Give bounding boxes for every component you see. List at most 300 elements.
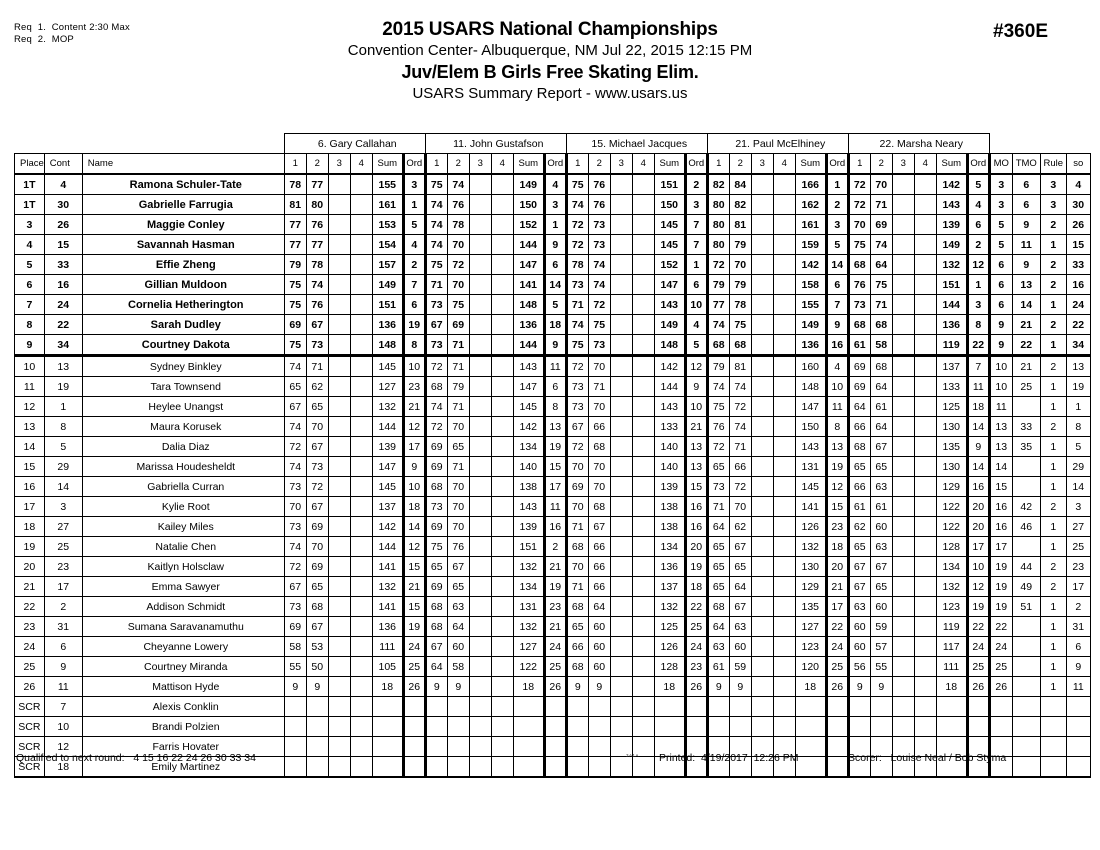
row-j5-score4 bbox=[914, 637, 936, 657]
row-j4-score2: 79 bbox=[729, 275, 751, 295]
column-header-j4-ord: Ord bbox=[826, 154, 848, 175]
row-j3-score1: 71 bbox=[566, 577, 588, 597]
table-row[interactable] bbox=[15, 697, 1091, 717]
row-j4-score2: 84 bbox=[729, 174, 751, 195]
column-header-j1-4: 4 bbox=[350, 154, 372, 175]
row-j2-sum: 132 bbox=[513, 617, 544, 637]
row-j2-sum: 131 bbox=[513, 597, 544, 617]
row-j5-score3 bbox=[892, 537, 914, 557]
row-mo: 5 bbox=[989, 235, 1012, 255]
table-row[interactable] bbox=[15, 477, 1091, 497]
row-rule: 3 bbox=[1040, 195, 1066, 215]
row-j5-score3 bbox=[892, 417, 914, 437]
row-j2-score3 bbox=[469, 597, 491, 617]
row-j5-score2: 59 bbox=[870, 617, 892, 637]
row-j1-score1: 81 bbox=[284, 195, 306, 215]
row-j4-score4 bbox=[773, 377, 795, 397]
table-row[interactable] bbox=[15, 557, 1091, 577]
row-j4-ord: 10 bbox=[826, 377, 848, 397]
row-j1-ord: 17 bbox=[403, 437, 425, 457]
row-j2-ord: 26 bbox=[544, 677, 566, 697]
row-j4-sum: 132 bbox=[795, 537, 826, 557]
row-j1-score3 bbox=[328, 397, 350, 417]
row-j2-score3 bbox=[469, 717, 491, 737]
row-rule: 2 bbox=[1040, 577, 1066, 597]
row-j2-score3 bbox=[469, 215, 491, 235]
row-j3-score4 bbox=[632, 235, 654, 255]
row-j5-score1: 62 bbox=[848, 517, 870, 537]
row-j5-score4 bbox=[914, 215, 936, 235]
requirement-2: Req 2. MOP bbox=[14, 34, 74, 45]
row-j4-score4 bbox=[773, 557, 795, 577]
row-j3-sum: 150 bbox=[654, 195, 685, 215]
row-j2-sum: 141 bbox=[513, 275, 544, 295]
row-so: 29 bbox=[1066, 457, 1090, 477]
row-j2-score3 bbox=[469, 497, 491, 517]
table-row[interactable] bbox=[15, 235, 1091, 255]
row-contestant-number: 22 bbox=[44, 315, 82, 335]
table-row[interactable] bbox=[15, 255, 1091, 275]
row-j1-score3 bbox=[328, 335, 350, 356]
row-j3-score2: 72 bbox=[588, 295, 610, 315]
row-j4-sum: 141 bbox=[795, 497, 826, 517]
row-j1-score4 bbox=[350, 617, 372, 637]
row-tmo: 21 bbox=[1012, 356, 1040, 377]
row-j4-score1: 82 bbox=[707, 174, 729, 195]
row-j1-score1: 79 bbox=[284, 255, 306, 275]
table-row[interactable] bbox=[15, 457, 1091, 477]
row-j4-score4 bbox=[773, 697, 795, 717]
row-j3-score3 bbox=[610, 335, 632, 356]
row-j5-score1: 72 bbox=[848, 174, 870, 195]
table-row[interactable] bbox=[15, 195, 1091, 215]
row-j3-ord: 7 bbox=[685, 235, 707, 255]
row-rule: 1 bbox=[1040, 457, 1066, 477]
row-j3-sum: 149 bbox=[654, 315, 685, 335]
row-j4-ord: 8 bbox=[826, 417, 848, 437]
row-j1-score2 bbox=[306, 697, 328, 717]
row-j5-score1: 69 bbox=[848, 377, 870, 397]
row-j5-score2: 68 bbox=[870, 356, 892, 377]
row-j1-score1: 9 bbox=[284, 677, 306, 697]
row-j3-score2: 76 bbox=[588, 174, 610, 195]
row-j2-score1: 75 bbox=[425, 174, 447, 195]
row-j5-score2: 57 bbox=[870, 637, 892, 657]
row-place: 9 bbox=[15, 335, 45, 356]
table-row[interactable] bbox=[15, 377, 1091, 397]
row-j1-sum: 147 bbox=[372, 457, 403, 477]
row-j1-score4 bbox=[350, 537, 372, 557]
row-j2-score2: 79 bbox=[447, 377, 469, 397]
row-j4-ord bbox=[826, 717, 848, 737]
row-j1-score2 bbox=[306, 717, 328, 737]
row-j2-ord: 2 bbox=[544, 537, 566, 557]
row-j2-sum bbox=[513, 717, 544, 737]
row-j5-score4 bbox=[914, 577, 936, 597]
row-j4-sum: 149 bbox=[795, 315, 826, 335]
row-j3-score4 bbox=[632, 335, 654, 356]
row-j3-score3 bbox=[610, 557, 632, 577]
row-contestant-number: 14 bbox=[44, 477, 82, 497]
row-j3-sum: 138 bbox=[654, 497, 685, 517]
table-row[interactable] bbox=[15, 174, 1091, 195]
row-j3-score2: 66 bbox=[588, 577, 610, 597]
row-j2-sum: 142 bbox=[513, 417, 544, 437]
row-j1-ord: 2 bbox=[403, 255, 425, 275]
row-j4-sum bbox=[795, 697, 826, 717]
row-j1-score4 bbox=[350, 417, 372, 437]
table-row[interactable] bbox=[15, 597, 1091, 617]
table-row[interactable] bbox=[15, 657, 1091, 677]
row-j3-score4 bbox=[632, 417, 654, 437]
column-header-j5-3: 3 bbox=[892, 154, 914, 175]
row-j1-score1: 73 bbox=[284, 477, 306, 497]
row-j3-sum: 152 bbox=[654, 255, 685, 275]
row-j3-score2: 66 bbox=[588, 537, 610, 557]
row-j3-score1: 73 bbox=[566, 275, 588, 295]
row-j4-ord: 12 bbox=[826, 477, 848, 497]
row-j2-score4 bbox=[491, 174, 513, 195]
row-j4-score3 bbox=[751, 637, 773, 657]
table-row[interactable] bbox=[15, 497, 1091, 517]
results-table bbox=[14, 133, 1091, 778]
row-j5-score3 bbox=[892, 235, 914, 255]
row-j1-score2: 67 bbox=[306, 617, 328, 637]
row-j2-score4 bbox=[491, 697, 513, 717]
row-place: 4 bbox=[15, 235, 45, 255]
row-j4-score2: 67 bbox=[729, 597, 751, 617]
row-j5-score2: 67 bbox=[870, 557, 892, 577]
row-j5-sum: 119 bbox=[936, 335, 967, 356]
row-j2-score2: 70 bbox=[447, 417, 469, 437]
row-so: 3 bbox=[1066, 497, 1090, 517]
row-j5-score2: 64 bbox=[870, 417, 892, 437]
table-row[interactable] bbox=[15, 617, 1091, 637]
row-j3-score1: 74 bbox=[566, 195, 588, 215]
row-j4-score2: 9 bbox=[729, 677, 751, 697]
row-j4-score3 bbox=[751, 597, 773, 617]
row-rule: 1 bbox=[1040, 397, 1066, 417]
row-j3-score1: 73 bbox=[566, 377, 588, 397]
row-j3-score1: 75 bbox=[566, 174, 588, 195]
row-j4-sum: 131 bbox=[795, 457, 826, 477]
row-j4-score4 bbox=[773, 457, 795, 477]
row-j4-ord: 5 bbox=[826, 235, 848, 255]
row-j5-score4 bbox=[914, 717, 936, 737]
row-j3-ord: 22 bbox=[685, 597, 707, 617]
row-j1-sum: 132 bbox=[372, 577, 403, 597]
row-j3-sum: 151 bbox=[654, 174, 685, 195]
row-j2-score4 bbox=[491, 557, 513, 577]
table-row[interactable] bbox=[15, 537, 1091, 557]
row-j2-ord: 21 bbox=[544, 617, 566, 637]
row-j2-score4 bbox=[491, 235, 513, 255]
table-row[interactable] bbox=[15, 637, 1091, 657]
row-j3-score4 bbox=[632, 195, 654, 215]
table-row[interactable] bbox=[15, 315, 1091, 335]
row-j5-score1: 66 bbox=[848, 417, 870, 437]
row-j4-sum: 135 bbox=[795, 597, 826, 617]
row-skater-name: Effie Zheng bbox=[82, 255, 284, 275]
column-header-j4-3: 3 bbox=[751, 154, 773, 175]
row-j4-score4 bbox=[773, 577, 795, 597]
row-j5-score3 bbox=[892, 195, 914, 215]
row-j4-score4 bbox=[773, 717, 795, 737]
row-j4-score1: 63 bbox=[707, 637, 729, 657]
row-rule: 1 bbox=[1040, 295, 1066, 315]
row-mo: 19 bbox=[989, 597, 1012, 617]
row-j2-sum: 144 bbox=[513, 335, 544, 356]
table-row[interactable] bbox=[15, 295, 1091, 315]
table-row[interactable] bbox=[15, 437, 1091, 457]
row-so: 23 bbox=[1066, 557, 1090, 577]
row-j2-sum bbox=[513, 697, 544, 717]
row-contestant-number: 29 bbox=[44, 457, 82, 477]
row-j3-score1: 66 bbox=[566, 637, 588, 657]
row-j2-sum: 134 bbox=[513, 437, 544, 457]
row-j2-sum: 140 bbox=[513, 457, 544, 477]
row-j3-score4 bbox=[632, 295, 654, 315]
row-j1-ord: 25 bbox=[403, 657, 425, 677]
row-skater-name: Gabrielle Farrugia bbox=[82, 195, 284, 215]
row-j1-score2: 77 bbox=[306, 174, 328, 195]
row-j3-sum: 137 bbox=[654, 577, 685, 597]
row-j1-score4 bbox=[350, 195, 372, 215]
row-rule: 1 bbox=[1040, 437, 1066, 457]
row-j5-ord: 3 bbox=[967, 295, 989, 315]
row-j5-ord: 17 bbox=[967, 537, 989, 557]
row-rule: 2 bbox=[1040, 315, 1066, 335]
row-j2-score4 bbox=[491, 417, 513, 437]
row-rule: 2 bbox=[1040, 557, 1066, 577]
table-row[interactable] bbox=[15, 356, 1091, 377]
row-j5-ord: 19 bbox=[967, 597, 989, 617]
row-j5-score4 bbox=[914, 457, 936, 477]
row-j3-sum: 148 bbox=[654, 335, 685, 356]
table-row[interactable] bbox=[15, 577, 1091, 597]
row-j2-score4 bbox=[491, 597, 513, 617]
row-so: 5 bbox=[1066, 437, 1090, 457]
row-j1-sum: 137 bbox=[372, 497, 403, 517]
row-j5-sum: 142 bbox=[936, 174, 967, 195]
row-j2-score3 bbox=[469, 397, 491, 417]
row-j3-score4 bbox=[632, 356, 654, 377]
row-rule: 1 bbox=[1040, 377, 1066, 397]
row-j3-score4 bbox=[632, 517, 654, 537]
row-j2-ord: 5 bbox=[544, 295, 566, 315]
row-j5-score4 bbox=[914, 275, 936, 295]
row-j5-ord: 7 bbox=[967, 356, 989, 377]
row-j4-score1: 9 bbox=[707, 677, 729, 697]
row-j3-sum: 125 bbox=[654, 617, 685, 637]
row-j4-score2: 71 bbox=[729, 437, 751, 457]
row-j4-score2: 79 bbox=[729, 235, 751, 255]
column-header-cont: Cont bbox=[44, 154, 82, 175]
row-j3-ord: 16 bbox=[685, 517, 707, 537]
row-skater-name: Dalia Diaz bbox=[82, 437, 284, 457]
row-j5-sum: 132 bbox=[936, 577, 967, 597]
row-j5-sum: 130 bbox=[936, 457, 967, 477]
row-j3-score3 bbox=[610, 677, 632, 697]
row-j3-score1: 72 bbox=[566, 356, 588, 377]
row-j4-score4 bbox=[773, 477, 795, 497]
row-j2-sum: 152 bbox=[513, 215, 544, 235]
row-j4-score3 bbox=[751, 295, 773, 315]
row-j1-ord: 15 bbox=[403, 597, 425, 617]
row-j2-ord: 8 bbox=[544, 397, 566, 417]
row-j4-score3 bbox=[751, 497, 773, 517]
row-j2-sum: 136 bbox=[513, 315, 544, 335]
row-j2-score2: 64 bbox=[447, 617, 469, 637]
table-row[interactable] bbox=[15, 677, 1091, 697]
row-j4-score2: 60 bbox=[729, 637, 751, 657]
row-j2-sum: 143 bbox=[513, 497, 544, 517]
row-j3-score1: 71 bbox=[566, 517, 588, 537]
row-j2-score4 bbox=[491, 335, 513, 356]
row-j1-score4 bbox=[350, 356, 372, 377]
row-skater-name: Alexis Conklin bbox=[82, 697, 284, 717]
row-j2-score3 bbox=[469, 657, 491, 677]
row-j2-score2: 9 bbox=[447, 677, 469, 697]
row-j1-ord: 3 bbox=[403, 174, 425, 195]
row-j4-score1: 71 bbox=[707, 497, 729, 517]
row-j1-score4 bbox=[350, 174, 372, 195]
row-mo: 16 bbox=[989, 497, 1012, 517]
row-j5-score3 bbox=[892, 174, 914, 195]
row-j4-ord: 20 bbox=[826, 557, 848, 577]
row-j5-score4 bbox=[914, 335, 936, 356]
row-j3-score3 bbox=[610, 617, 632, 637]
row-j2-score3 bbox=[469, 275, 491, 295]
row-j1-score3 bbox=[328, 255, 350, 275]
row-j1-sum: 141 bbox=[372, 597, 403, 617]
row-j3-sum: 134 bbox=[654, 537, 685, 557]
row-rule bbox=[1040, 697, 1066, 717]
row-j1-score2: 70 bbox=[306, 537, 328, 557]
row-j2-score2: 65 bbox=[447, 437, 469, 457]
column-header-j5-4: 4 bbox=[914, 154, 936, 175]
row-j1-score1: 73 bbox=[284, 597, 306, 617]
row-j5-score2: 55 bbox=[870, 657, 892, 677]
row-skater-name: Brandi Polzien bbox=[82, 717, 284, 737]
scorer-credit: Scorer: Louise Neal / Bob Styma bbox=[848, 752, 1007, 764]
row-j1-score3 bbox=[328, 557, 350, 577]
row-so bbox=[1066, 697, 1090, 717]
row-j3-score1: 72 bbox=[566, 235, 588, 255]
row-j1-sum: 18 bbox=[372, 677, 403, 697]
row-j5-sum: 135 bbox=[936, 437, 967, 457]
row-skater-name: Heylee Unangst bbox=[82, 397, 284, 417]
row-j4-ord: 19 bbox=[826, 457, 848, 477]
table-row[interactable] bbox=[15, 417, 1091, 437]
row-j3-score4 bbox=[632, 397, 654, 417]
row-j4-ord: 15 bbox=[826, 497, 848, 517]
row-j3-score2: 73 bbox=[588, 335, 610, 356]
row-j4-score4 bbox=[773, 497, 795, 517]
row-j1-score4 bbox=[350, 657, 372, 677]
row-skater-name: Sumana Saravanamuthu bbox=[82, 617, 284, 637]
row-j3-score3 bbox=[610, 417, 632, 437]
row-j2-score1: 68 bbox=[425, 477, 447, 497]
row-j5-score2: 64 bbox=[870, 255, 892, 275]
row-j5-score4 bbox=[914, 477, 936, 497]
table-row[interactable] bbox=[15, 215, 1091, 235]
row-j5-ord: 8 bbox=[967, 315, 989, 335]
row-so: 31 bbox=[1066, 617, 1090, 637]
row-j4-score1: 64 bbox=[707, 617, 729, 637]
row-contestant-number: 18 bbox=[44, 757, 82, 778]
row-j3-score4 bbox=[632, 377, 654, 397]
column-header-j4-2: 2 bbox=[729, 154, 751, 175]
row-j3-ord: 10 bbox=[685, 295, 707, 315]
row-j3-ord: 19 bbox=[685, 557, 707, 577]
row-j3-score1: 71 bbox=[566, 295, 588, 315]
row-place: 19 bbox=[15, 537, 45, 557]
row-j2-score1: 68 bbox=[425, 377, 447, 397]
row-j4-score4 bbox=[773, 677, 795, 697]
row-j1-sum: 157 bbox=[372, 255, 403, 275]
row-j2-score1: 69 bbox=[425, 457, 447, 477]
row-j5-sum: 129 bbox=[936, 477, 967, 497]
row-j1-sum: 136 bbox=[372, 315, 403, 335]
row-j5-score1: 9 bbox=[848, 677, 870, 697]
row-j1-sum: 161 bbox=[372, 195, 403, 215]
row-j4-sum: 136 bbox=[795, 335, 826, 356]
row-j1-score2: 67 bbox=[306, 497, 328, 517]
row-j1-score4 bbox=[350, 697, 372, 717]
row-j4-score1: 61 bbox=[707, 657, 729, 677]
row-j1-ord: 10 bbox=[403, 477, 425, 497]
table-row[interactable] bbox=[15, 517, 1091, 537]
row-j1-score1: 75 bbox=[284, 335, 306, 356]
row-j5-score3 bbox=[892, 597, 914, 617]
column-header-rule: Rule bbox=[1040, 154, 1066, 175]
judge-name-5: 22. Marsha Neary bbox=[848, 134, 989, 154]
row-j3-score3 bbox=[610, 577, 632, 597]
row-j4-score3 bbox=[751, 275, 773, 295]
row-contestant-number: 26 bbox=[44, 215, 82, 235]
table-row[interactable] bbox=[15, 717, 1091, 737]
table-row[interactable] bbox=[15, 275, 1091, 295]
row-j3-score2: 68 bbox=[588, 437, 610, 457]
row-j1-score3 bbox=[328, 497, 350, 517]
row-so: 19 bbox=[1066, 377, 1090, 397]
column-header-j1-ord: Ord bbox=[403, 154, 425, 175]
table-row[interactable] bbox=[15, 335, 1091, 356]
row-j4-ord: 17 bbox=[826, 597, 848, 617]
row-j5-ord: 1 bbox=[967, 275, 989, 295]
row-j1-score4 bbox=[350, 497, 372, 517]
row-j3-score4 bbox=[632, 557, 654, 577]
row-contestant-number: 31 bbox=[44, 617, 82, 637]
row-j3-score3 bbox=[610, 657, 632, 677]
row-j2-score2: 71 bbox=[447, 457, 469, 477]
row-j1-ord: 7 bbox=[403, 275, 425, 295]
column-header-j4-4: 4 bbox=[773, 154, 795, 175]
row-contestant-number: 27 bbox=[44, 517, 82, 537]
row-j4-ord: 3 bbox=[826, 215, 848, 235]
row-j1-ord: 15 bbox=[403, 557, 425, 577]
row-j3-sum: 145 bbox=[654, 235, 685, 255]
row-j3-sum: 133 bbox=[654, 417, 685, 437]
row-j5-score4 bbox=[914, 497, 936, 517]
row-j3-ord: 13 bbox=[685, 457, 707, 477]
row-j4-sum: 123 bbox=[795, 637, 826, 657]
row-j5-score3 bbox=[892, 497, 914, 517]
row-mo: 17 bbox=[989, 537, 1012, 557]
row-j5-score2: 70 bbox=[870, 174, 892, 195]
table-row[interactable] bbox=[15, 397, 1091, 417]
